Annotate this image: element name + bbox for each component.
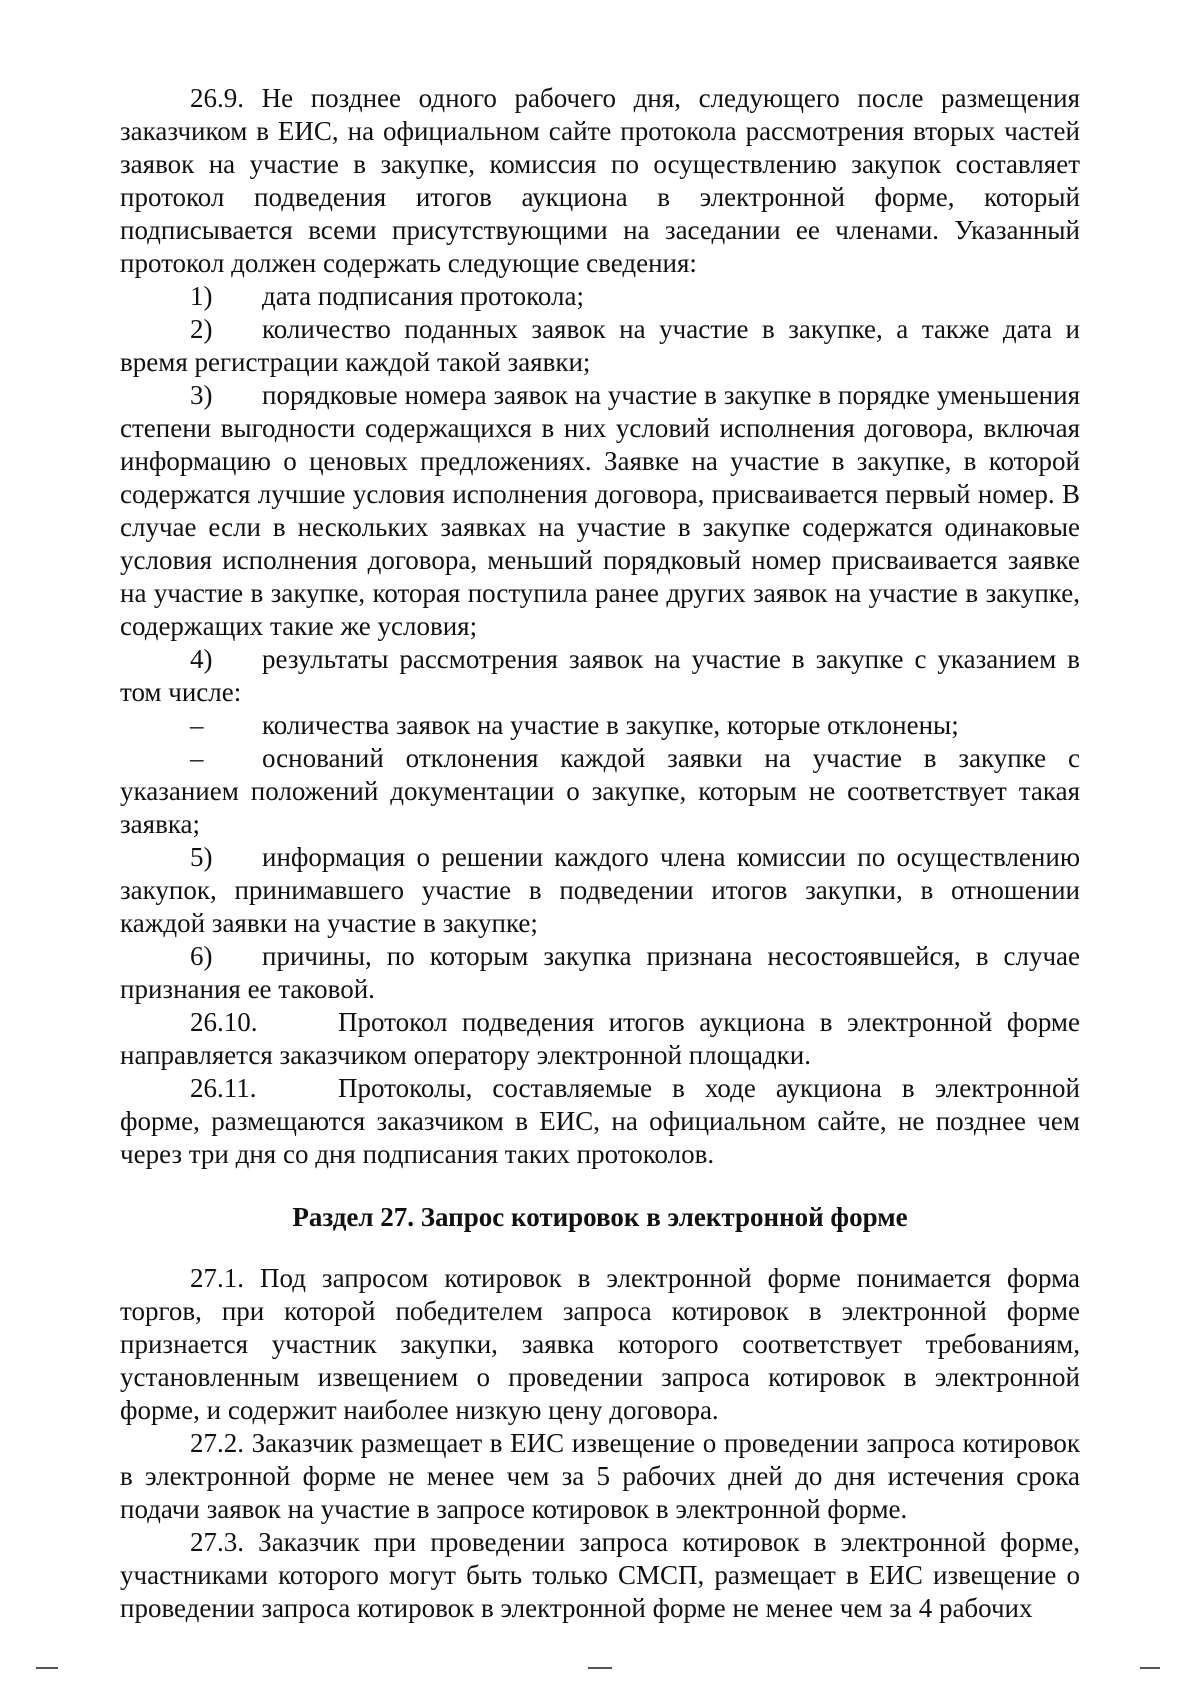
paragraph-27-2: 27.2. Заказчик размещает в ЕИС извещение о проведении запроса котировок в электронной форме не менее чем за 5 рабочих дней до дня истечения срока подачи заявок на участие в запросе котировок в электронной форме. [120,1428,1080,1524]
paragraph-27-3: 27.3. Заказчик при проведении запроса котировок в электронной форме, участниками которого могут быть только СМСП, размещает в ЕИС извещение о проведении запроса котировок в электронной форме не менее чем за 4 рабочих [120,1527,1080,1623]
dash-marker: – [190,710,204,740]
list-item-text: количество поданных заявок на участие в закупке, а также дата и время регистрации каждой такой заявки; [120,314,1080,377]
list-item [120,280,1080,313]
scan-artifact-left [36,1667,58,1669]
document-body [120,82,1080,1625]
scan-artifact-right [1140,1667,1160,1669]
list-item-number: 4) [190,644,213,674]
list-item-text: дата подписания протокола; [262,281,584,311]
list-item [120,379,1080,643]
paragraph-number: 26.10. [190,1007,258,1037]
paragraph-26-10 [120,1006,1080,1072]
paragraph-26-11 [120,1072,1080,1171]
list-item-number: 3) [190,380,213,410]
paragraph-27-1: 27.1. Под запросом котировок в электронной форме понимается форма торгов, при которой победителем запроса котировок в электронной форме признается участник закупки, заявка которого соответствует требованиям, установленным извещением о проведении запроса котировок в электронной форме, и содержит наиболее низкую цену договора. [120,1263,1080,1425]
dash-item-text: оснований отклонения каждой заявки на участие в закупке с указанием положений документации о закупке, которым не соответствует такая заявка; [120,743,1080,839]
list-item-number: 1) [190,281,213,311]
paragraph-text: Протокол подведения итогов аукциона в электронной форме направляется заказчиком оператору электронной площадки. [120,1007,1080,1070]
list-item-text: порядковые номера заявок на участие в закупке в порядке уменьшения степени выгодности содержащихся в них условий исполнения договора, включая информацию о ценовых предложениях. Заявке на участие в закупке, в которой содержатся лучшие условия исполнения договора, присваивается первый номер. В случае если в нескольких заявках на участие в закупке содержатся одинаковые условия исполнения договора, меньший порядковый номер присваивается заявке на участие в закупке, которая поступила ранее других заявок на участие в закупке, содержащих такие же условия; [120,380,1080,641]
list-item-text: причины, по которым закупка признана несостоявшейся, в случае признания ее таковой. [120,941,1080,1004]
paragraph-text: Протоколы, составляемые в ходе аукциона в электронной форме, размещаются заказчиком в ЕИС, на официальном сайте, не позднее чем через три дня со дня подписания таких протоколов. [120,1073,1080,1169]
paragraph-26-9: 26.9. Не позднее одного рабочего дня, следующего после размещения заказчиком в ЕИС, на официальном сайте протокола рассмотрения вторых частей заявок на участие в закупке, комиссия по осуществлению закупок составляет протокол подведения итогов аукциона в электронной форме, который подписывается всеми присутствующими на заседании ее членами. Указанный протокол должен содержать следующие сведения: [120,83,1080,278]
list-item-number: 6) [190,941,213,971]
list-item-number: 2) [190,314,213,344]
scan-artifact-center [588,1667,612,1669]
list-item-number: 5) [190,842,213,872]
list-item [120,841,1080,940]
dash-marker: – [190,743,204,773]
dash-item [120,742,1080,841]
list-item [120,313,1080,379]
dash-item-text: количества заявок на участие в закупке, которые отклонены; [262,710,959,740]
list-item-text: информация о решении каждого члена комиссии по осуществлению закупок, принимавшего участие в подведении итогов закупки, в отношении каждой заявки на участие в закупке; [120,842,1080,938]
list-item-text: результаты рассмотрения заявок на участие в закупке с указанием в том числе: [120,644,1080,707]
list-item [120,940,1080,1006]
section-heading: Раздел 27. Запрос котировок в электронной форме [292,1202,908,1232]
paragraph-number: 26.11. [190,1073,257,1103]
list-item [120,643,1080,709]
dash-item [120,709,1080,742]
